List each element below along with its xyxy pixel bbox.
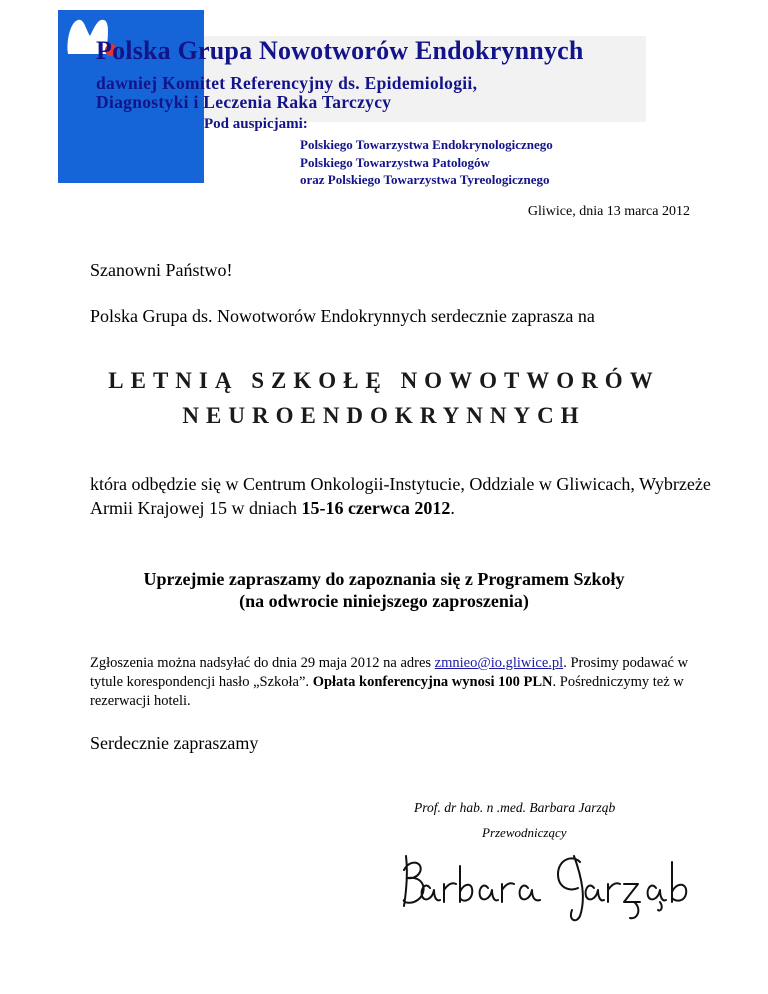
greeting: Szanowni Państwo! — [90, 260, 233, 280]
notes-text: Zgłoszenia można nadsyłać do dnia 29 maja 2012 na adres — [90, 655, 435, 671]
notes-text-2: . Prosimy podawać w tytule korespondencji hasło „Szkoła”. — [90, 655, 689, 690]
intro-text: Polska Grupa ds. Nowotworów Endokrynnych serdecznie zaprasza na — [90, 306, 595, 326]
conference-fee: Opłata konferencyjna wynosi 100 PLN — [312, 674, 553, 690]
closing-text: Serdecznie zapraszamy — [90, 733, 259, 753]
society-item: oraz Polskiego Towarzystwa Tyreologicznego — [300, 172, 550, 187]
registration-notes — [90, 654, 710, 711]
location-text: która odbędzie się w Centrum Onkologii-Instytucie, Oddziale w Gliwicach, Wybrzeże Armii Krajowej 15 w dniach — [90, 474, 711, 518]
signatory-role: Przewodniczący — [482, 825, 567, 840]
program-invite-line1: Uprzejmie zapraszamy do zapoznania się z Programem Szkoły — [143, 569, 625, 589]
notes-text-3: . Pośredniczymy też w rezerwacji hoteli. — [90, 674, 684, 709]
event-location — [90, 472, 730, 520]
location-end: . — [450, 498, 455, 518]
event-title-line1: LETNIĄ SZKOŁĘ NOWOTWORÓW — [108, 368, 660, 393]
signatory-name: Prof. dr hab. n .med. Barbara Jarząb — [414, 800, 616, 815]
society-item: Polskiego Towarzystwa Endokrynologicznego — [300, 137, 553, 152]
event-dates: 15-16 czerwca 2012 — [301, 498, 451, 518]
organization-name: Polska Grupa Nowotworów Endokrynnych — [96, 36, 584, 65]
organization-former-name-line2: Diagnostyki i Leczenia Raka Tarczycy — [96, 92, 392, 112]
email-link[interactable]: zmnieo@io.gliwice.pl — [434, 655, 564, 671]
handwritten-signature — [398, 848, 698, 928]
event-title-line2: NEUROENDOKRYNNYCH — [182, 403, 586, 428]
letter-date: Gliwice, dnia 13 marca 2012 — [527, 204, 690, 219]
organization-former-name-line1: dawniej Komitet Referencyjny ds. Epidemiologii, — [96, 73, 478, 93]
auspices-label: Pod auspicjami: — [204, 116, 308, 132]
society-item: Polskiego Towarzystwa Patologów — [300, 155, 490, 170]
program-invite-line2: (na odwrocie niniejszego zaproszenia) — [239, 591, 529, 611]
